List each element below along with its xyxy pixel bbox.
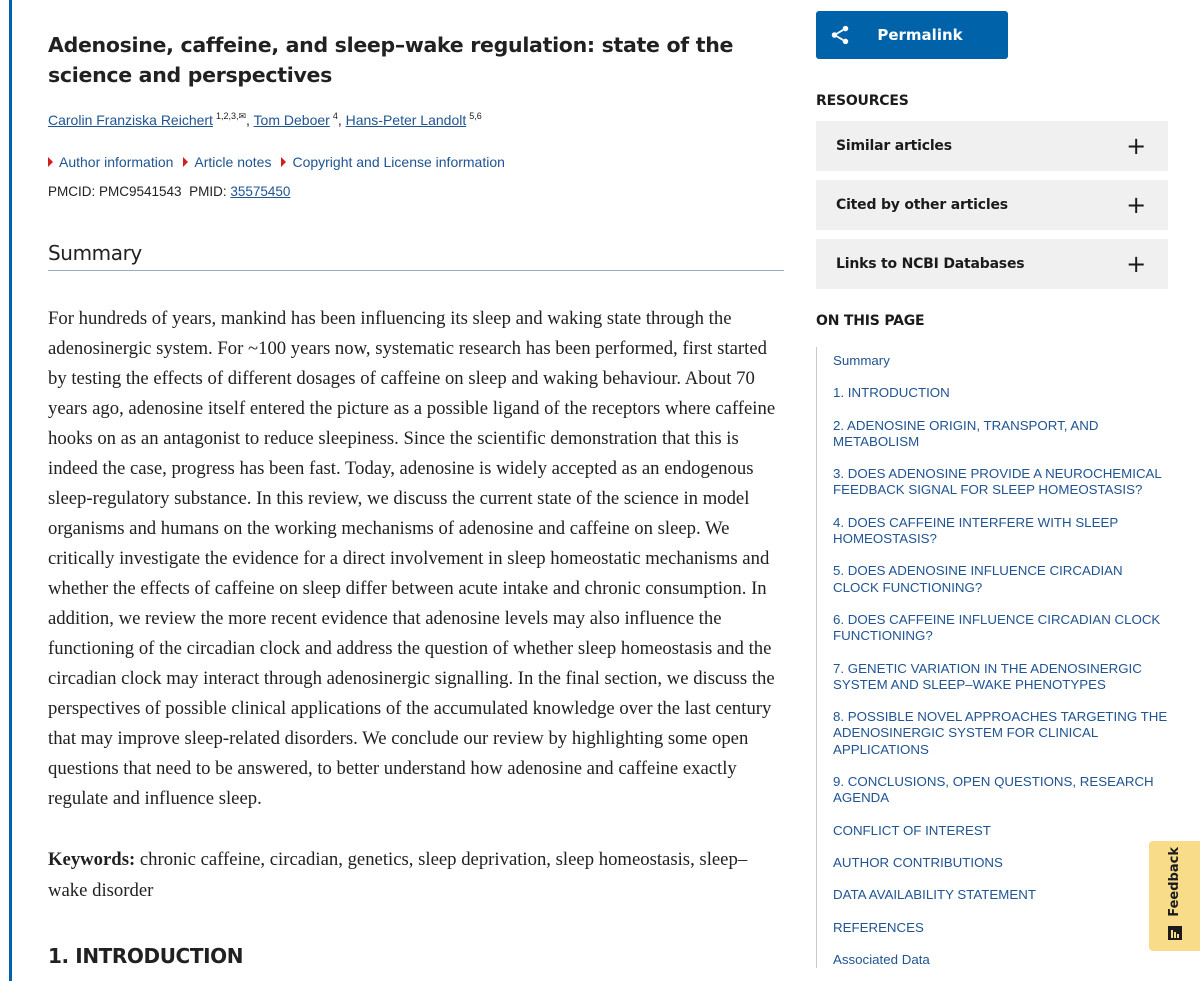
article-title: Adenosine, caffeine, and sleep–wake regulation: state of the science and perspectives [48,33,734,87]
left-accent-rule [9,0,12,981]
separator: , [337,112,346,128]
article-meta-links [48,152,784,172]
table-of-contents [816,347,1168,968]
author-affiliation[interactable]: 5,6 [469,111,482,121]
caret-right-icon [281,157,286,167]
toc-link-summary[interactable]: Summary [833,353,890,368]
toggle-label: Copyright and License information [292,154,505,170]
on-this-page-heading: ON THIS PAGE [816,313,925,329]
toc-link-section-4[interactable]: 4. DOES CAFFEINE INTERFERE WITH SLEEP HOMEOSTASIS? [833,514,1118,547]
author-list [48,106,784,130]
toc-link-conflict-of-interest[interactable]: CONFLICT OF INTEREST [833,822,991,838]
toc-link-section-8[interactable]: 8. POSSIBLE NOVEL APPROACHES TARGETING THE ADENOSINERGIC SYSTEM FOR CLINICAL APPLICATIONS [833,709,1168,757]
toc-link-section-5[interactable]: 5. DOES ADENOSINE INFLUENCE CIRCADIAN CLOCK FUNCTIONING? [833,563,1123,595]
feedback-label: Feedback [1167,847,1182,917]
cited-by-accordion[interactable] [816,180,1168,230]
author-information-toggle[interactable] [48,152,173,172]
toc-link-section-7[interactable]: 7. GENETIC VARIATION IN THE ADENOSINERGIC SYSTEM AND SLEEP–WAKE PHENOTYPES [833,660,1142,692]
author-link[interactable]: Carolin Franziska Reichert [48,112,213,128]
toggle-label: Author information [59,154,174,170]
summary-heading: Summary [48,240,784,271]
feedback-icon [1167,925,1183,941]
toc-link-data-availability[interactable]: DATA AVAILABILITY STATEMENT [833,887,1036,903]
accordion-label: Links to NCBI Databases [836,256,1025,272]
toc-link-section-3[interactable]: 3. DOES ADENOSINE PROVIDE A NEUROCHEMICAL FEEDBACK SIGNAL FOR SLEEP HOMEOSTASIS? [833,466,1162,498]
plus-icon: + [1126,191,1146,219]
feedback-button[interactable] [1149,841,1200,951]
caret-right-icon [183,157,188,167]
article-main [48,30,784,968]
author-link[interactable]: Hans-Peter Landolt [345,112,467,128]
accordion-label: Similar articles [836,138,952,154]
pmcid: PMCID: PMC9541543 [48,184,182,199]
copyright-license-toggle[interactable] [281,152,504,172]
article-notes-toggle[interactable] [183,152,271,172]
sidebar [816,11,1168,981]
author-link[interactable]: Tom Deboer [253,112,330,128]
introduction-heading: 1. INTRODUCTION [48,944,244,968]
author-affiliation[interactable]: 4 [332,111,338,121]
abstract-text: For hundreds of years, mankind has been influencing its sleep and waking state through the adenosinergic system. For ~100 years now, systematic research has been performed, first started by testing the effects of different dosages of caffeine on sleep and waking behaviour. About 70 years ago, adenosine itself entered the picture as a possible ligand of the receptors where caffeine hooks on as an antagonist to reduce sleepiness. Since the scientific demonstration that this is indeed the case, progress has been fast. Today, adenosine is widely accepted as an endogenous sleep-regulatory substance. In this review, we discuss the current state of the science in model organisms and humans on the working mechanisms of adenosine and caffeine on sleep. We critically investigate the evidence for a direct involvement in sleep homeostatic mechanisms and whether the effects of caffeine on sleep differ between acute intake and chronic consumption. In addition, we review the more recent evidence that adenosine levels may also influence the functioning of the circadian clock and address the question of whether sleep homeostasis and the circadian clock may interact through adenosinergic signalling. In the final section, we discuss the perspectives of possible clinical applications of the accumulated knowledge over the last century that may improve sleep-related disorders. We conclude our review by highlighting some open questions that need to be answered, to better understand how adenosine and caffeine exactly regulate and influence sleep. [48,308,776,809]
pmid-label: PMID: [189,184,227,199]
permalink-label: Permalink [877,26,963,44]
separator: , [246,112,254,128]
similar-articles-accordion[interactable] [816,121,1168,171]
toc-link-section-2[interactable]: 2. ADENOSINE ORIGIN, TRANSPORT, AND METABOLISM [833,417,1099,449]
toc-link-section-6[interactable]: 6. DOES CAFFEINE INFLUENCE CIRCADIAN CLOCK FUNCTIONING? [833,611,1161,644]
toc-link-associated-data[interactable]: Associated Data [833,951,930,967]
caret-right-icon [48,157,53,167]
toggle-label: Article notes [194,154,272,170]
accordion-label: Cited by other articles [836,197,1008,213]
plus-icon: + [1126,250,1146,278]
toc-link-section-9[interactable]: 9. CONCLUSIONS, OPEN QUESTIONS, RESEARCH AGENDA [833,774,1154,806]
article-identifiers [48,182,784,202]
keywords [48,844,784,906]
keywords-list: chronic caffeine, circadian, genetics, sleep deprivation, sleep homeostasis, sleep–wake disorder [48,849,748,901]
pmid-link[interactable]: 35575450 [230,184,291,199]
resources-accordion [816,121,1168,289]
toc-link-author-contributions[interactable]: AUTHOR CONTRIBUTIONS [833,854,1003,870]
plus-icon: + [1126,132,1146,160]
toc-link-references[interactable]: REFERENCES [833,919,924,935]
author-affiliation[interactable]: 1,2,3,✉ [215,111,247,121]
keywords-label: Keywords: [48,849,136,870]
permalink-button[interactable] [816,11,1008,59]
ncbi-databases-accordion[interactable] [816,239,1168,289]
resources-heading: RESOURCES [816,93,909,109]
share-icon [820,24,860,46]
toc-link-introduction[interactable]: 1. INTRODUCTION [833,385,950,401]
